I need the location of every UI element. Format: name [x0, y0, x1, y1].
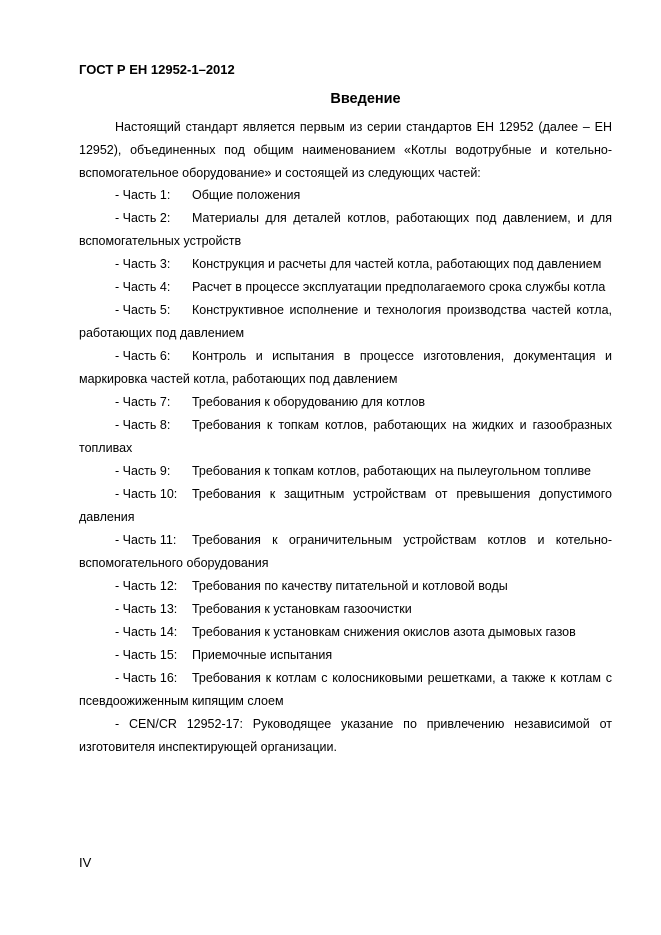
part-label: - Часть 7: [115, 395, 171, 409]
list-item [79, 207, 612, 253]
part-text: Требования к защитным устройствам от превышения допустимого давления [79, 487, 612, 524]
list-item [79, 621, 612, 644]
list-item [79, 598, 612, 621]
list-item [79, 299, 612, 345]
part-text: Конструкция и расчеты для частей котла, работающих под давлением [192, 257, 602, 271]
part-text: Требования к оборудованию для котлов [192, 395, 426, 409]
page-number: IV [79, 855, 92, 870]
list-item [79, 276, 612, 299]
part-text: Общие положения [192, 188, 301, 202]
part-label: - Часть 12: [115, 579, 178, 593]
part-text: Требования к топкам котлов, работающих на жидких и газообразных топливах [79, 418, 612, 455]
part-text: Приемочные испытания [192, 648, 333, 662]
list-item [79, 460, 612, 483]
part-label: - Часть 15: [115, 648, 178, 662]
list-item [79, 529, 612, 575]
parts-list [79, 184, 612, 759]
intro-paragraph: Настоящий стандарт является первым из серии стандартов ЕН 12952 (далее – ЕН 12952), объединенных под общим наименованием «Котлы водотрубные и котельно-вспомогательное оборудование» и состоящей из следующих частей: [79, 120, 612, 180]
list-item [79, 483, 612, 529]
part-label: - Часть 11: [115, 533, 177, 547]
part-text: Контроль и испытания в процессе изготовления, документация и маркировка частей котла, работающих под давлением [79, 349, 612, 386]
document-code: ГОСТ Р ЕН 12952-1–2012 [79, 62, 235, 77]
list-item [79, 575, 612, 598]
list-item [79, 184, 612, 207]
part-label: - Часть 8: [115, 418, 171, 432]
part-text: Материалы для деталей котлов, работающих под давлением, и для вспомогательных устройств [79, 211, 612, 248]
part-label: - Часть 10: [115, 487, 178, 501]
part-text: Требования к котлам с колосниковыми решетками, а также к котлам с псевдоожиженным кипящим слоем [79, 671, 612, 708]
reference-item: - CEN/CR 12952-17: Руководящее указание по привлечению независимой от изготовителя инспектирующей организации. [79, 717, 612, 754]
part-label: - Часть 6: [115, 349, 171, 363]
part-label: - Часть 13: [115, 602, 178, 616]
part-text: Конструктивное исполнение и технология производства частей котла, работающих под давлением [79, 303, 612, 340]
part-label: - Часть 2: [115, 211, 171, 225]
part-label: - Часть 5: [115, 303, 171, 317]
list-item [79, 391, 612, 414]
part-label: - Часть 9: [115, 464, 171, 478]
part-text: Требования к топкам котлов, работающих на пылеугольном топливе [192, 464, 591, 478]
part-text: Требования к установкам снижения окислов азота дымовых газов [192, 625, 576, 639]
part-text: Требования по качеству питательной и котловой воды [192, 579, 508, 593]
part-text: Требования к установкам газоочистки [192, 602, 412, 616]
part-label: - Часть 16: [115, 671, 178, 685]
list-item [79, 253, 612, 276]
part-label: - Часть 4: [115, 280, 171, 294]
part-text: Расчет в процессе эксплуатации предполагаемого срока службы котла [192, 280, 606, 294]
list-item [79, 414, 612, 460]
part-label: - Часть 14: [115, 625, 178, 639]
part-label: - Часть 1: [115, 188, 171, 202]
list-item [79, 644, 612, 667]
part-text: Требования к ограничительным устройствам котлов и котельно-вспомогательного оборудования [79, 533, 612, 570]
list-item [79, 667, 612, 713]
list-item [79, 345, 612, 391]
part-label: - Часть 3: [115, 257, 171, 271]
section-title: Введение [330, 91, 401, 107]
